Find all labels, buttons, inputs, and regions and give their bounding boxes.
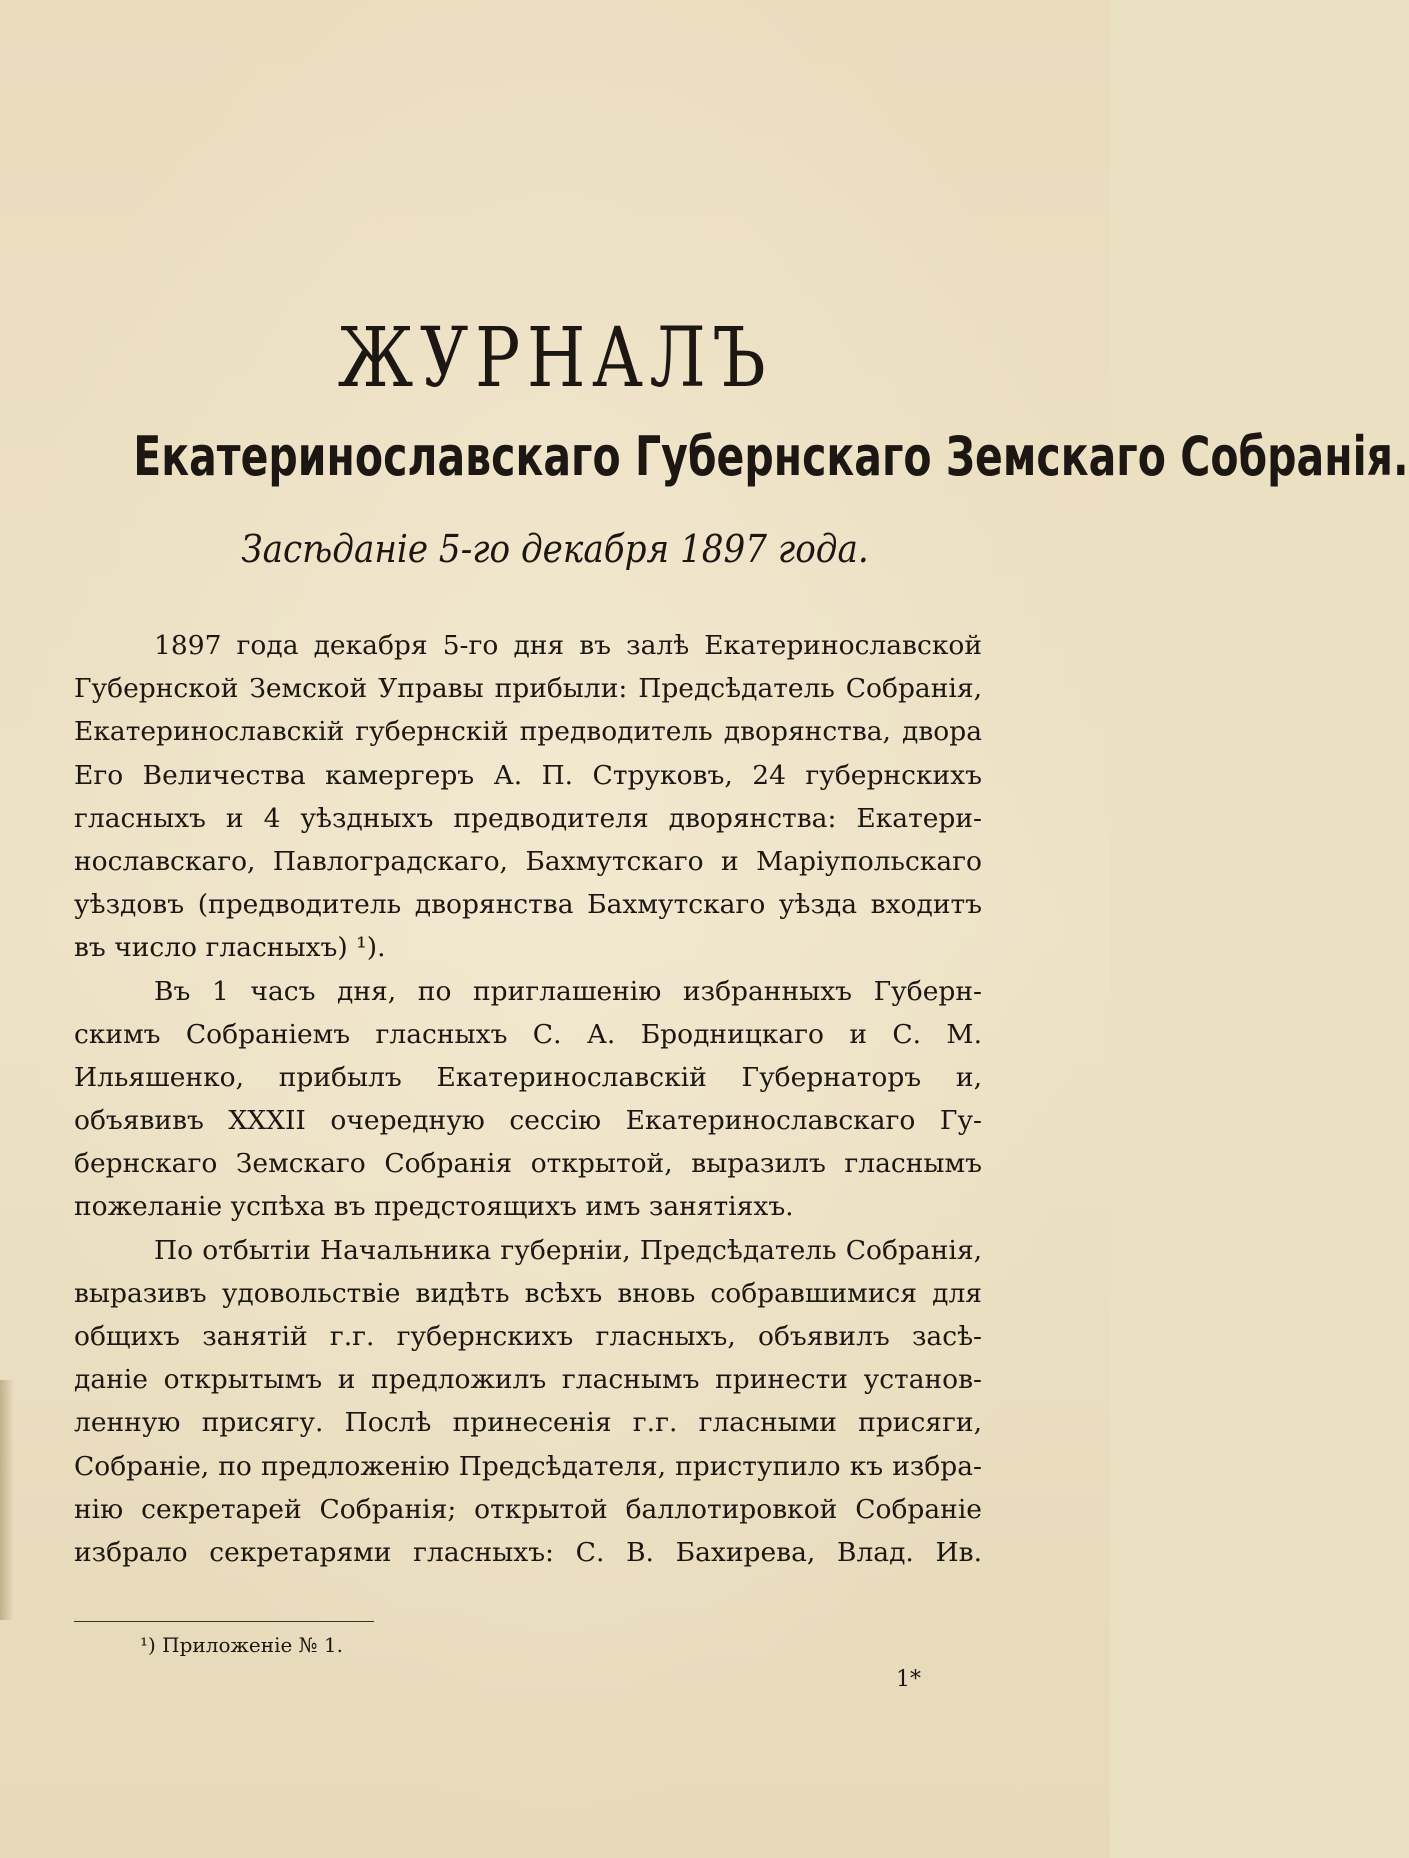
paragraph-3 <box>74 1229 982 1575</box>
text-line: По отбытіи Начальника губерніи, Предсѣдатель Собранія, <box>154 1234 982 1266</box>
text-line: Въ 1 часъ дня, по приглашенію избранныхъ Губерн- <box>154 975 982 1007</box>
journal-title: ЖУРНАЛЪ <box>337 311 773 406</box>
page-edge-shadow <box>0 1380 14 1620</box>
text-line: выразивъ удовольствіе видѣть всѣхъ вновь собравшимися для <box>74 1277 982 1309</box>
text-line: 1897 года декабря 5-го дня въ залѣ Екатеринославской <box>154 630 982 661</box>
text-line: Екатеринославскій губернскій предводитель дворянства, двора <box>74 716 982 748</box>
signature-mark: 1* <box>896 1667 921 1692</box>
text-line: избрало секретарями гласныхъ: С. В. Бахирева, Влад. Ив. <box>74 1536 982 1568</box>
text-line: гласныхъ и 4 уѣздныхъ предводителя дворянства: Екатери- <box>74 802 982 834</box>
text-line: уѣздовъ (предводитель дворянства Бахмутскаго уѣзда входитъ <box>74 889 982 921</box>
text-line: общихъ занятій г.г. губернскихъ гласныхъ, объявилъ засѣ- <box>74 1321 982 1352</box>
text-line: скимъ Собраніемъ гласныхъ С. А. Бродницкаго и С. М. <box>74 1018 982 1050</box>
text-line: ленную присягу. Послѣ принесенія г.г. гласными присяги, <box>74 1407 982 1439</box>
text-line: пожеланіе успѣха въ предстоящихъ имъ занятіяхъ. <box>74 1191 794 1223</box>
body-text <box>74 624 982 1574</box>
text-line: даніе открытымъ и предложилъ гласнымъ принести установ- <box>74 1364 982 1396</box>
text-line: бернскаго Земскаго Собранія открытой, выразилъ гласнымъ <box>74 1148 982 1180</box>
session-date: Засѣданіе 5-го декабря 1897 года. <box>241 527 869 571</box>
assembly-title: Екатеринославскаго Губернскаго Земскаго Собранія. <box>133 425 1409 488</box>
text-line: объявивъ XXXII очередную сессію Екатеринославскаго Гу- <box>74 1105 982 1137</box>
text-line: Губернской Земской Управы прибыли: Предсѣдатель Собранія, <box>74 673 982 705</box>
text-line: въ число гласныхъ) ¹). <box>74 932 386 964</box>
text-line: Собраніе, по предложенію Предсѣдателя, приступило къ избра- <box>74 1450 982 1482</box>
text-line: Ильяшенко, прибылъ Екатеринославскій Губернаторъ и, <box>74 1061 982 1093</box>
paragraph-2 <box>74 970 982 1229</box>
paragraph-1 <box>74 624 982 970</box>
footnote: ¹) Приложеніе № 1. <box>140 1633 344 1657</box>
text-line: нію секретарей Собранія; открытой баллотировкой Собраніе <box>74 1493 982 1525</box>
text-line: нославскаго, Павлоградскаго, Бахмутскаго и Маріупольскаго <box>74 845 982 877</box>
footnote-divider <box>74 1621 374 1622</box>
text-line: Его Величества камергеръ А. П. Струковъ, 24 губернскихъ <box>74 759 982 791</box>
